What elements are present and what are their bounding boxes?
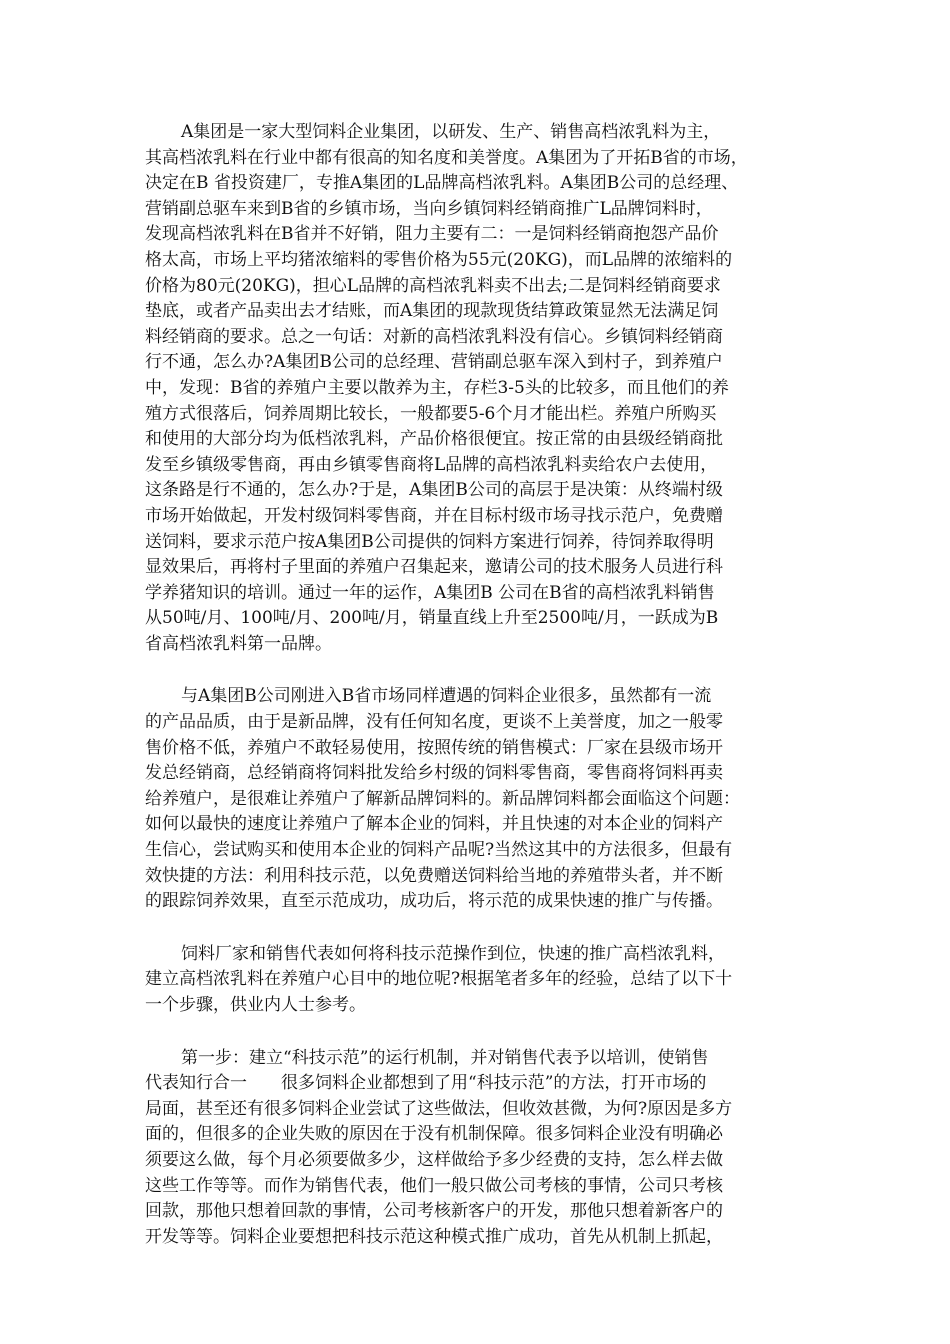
paragraph-line: 代表知行合一 很多饲料企业都想到了用“科技示范”的方法，打开市场的 [145, 1073, 707, 1094]
paragraph-line: 价格为80元(20KG)，担心L品牌的高档浓乳料卖不出去;二是饲料经销商要求 [145, 275, 721, 296]
paragraph-first-line: A集团是一家大型饲料企业集团，以研发、生产、销售高档浓乳料为主， [181, 122, 721, 142]
paragraph-line: 的跟踪饲养效果，直至示范成功，成功后，将示范的成果快速的推广与传播。 [145, 891, 723, 912]
paragraph-line: 开发等等。饲料企业要想把科技示范这种模式推广成功，首先从机制上抓起， [145, 1226, 723, 1247]
paragraph-line: 的产品品质，由于是新品牌，没有任何知名度，更谈不上美誉度，加之一般零 [145, 712, 723, 733]
paragraph-line: 发现高档浓乳料在B省并不好销，阻力主要有二：一是饲料经销商抱怨产品价 [145, 224, 719, 245]
paragraph [145, 1046, 825, 1251]
paragraph-first-line: 饲料厂家和销售代表如何将科技示范操作到位，快速的推广高档浓乳料， [181, 943, 725, 964]
paragraph-line: 如何以最快的速度让养殖户了解本企业的饲料，并且快速的对本企业的饲料产 [145, 814, 723, 835]
paragraph-first-line: 第一步：建立“科技示范”的运行机制，并对销售代表予以培训，使销售 [181, 1047, 709, 1068]
paragraph-line: 一个步骤，供业内人士参考。 [145, 995, 366, 1015]
paragraph-line: 料经销商的要求。总之一句话：对新的高档浓乳料没有信心。乡镇饲料经销商 [145, 326, 723, 347]
paragraph-line: 殖方式很落后，饲养周期比较长，一般都要5-6个月才能出栏。养殖户所购买 [145, 403, 717, 424]
paragraph-line: 给养殖户，是很难让养殖户了解新品牌饲料的。新品牌饲料都会面临这个问题： [145, 788, 740, 809]
paragraph [145, 684, 825, 914]
paragraph-line: 送饲料，要求示范户按A集团B公司提供的饲料方案进行饲养，待饲养取得明 [145, 531, 714, 552]
paragraph-line: 发至乡镇级零售商，再由乡镇零售商将L品牌的高档浓乳料卖给农户去使用， [145, 454, 718, 475]
paragraph-line: 建立高档浓乳料在养殖户心目中的地位呢?根据笔者多年的经验，总结了以下十 [145, 969, 733, 990]
paragraph-line: 垫底，或者产品卖出去才结账，而A集团的现款现货结算政策显然无法满足饲 [145, 301, 719, 322]
paragraph-line: 省高档浓乳料第一品牌。 [145, 633, 332, 654]
paragraph-line: 面的，但很多的企业失败的原因在于没有机制保障。很多饲料企业没有明确必 [145, 1124, 723, 1145]
paragraph-line: 营销副总驱车来到B省的乡镇市场，当向乡镇饲料经销商推广L品牌饲料时， [145, 198, 713, 219]
paragraph-line: 回款，那他只想着回款的事情，公司考核新客户的开发，那他只想着新客户的 [145, 1201, 723, 1222]
paragraph-first-line: 与A集团B公司刚进入B省市场同样遭遇的饲料企业很多，虽然都有一流 [181, 686, 712, 707]
paragraph-line: 学养猪知识的培训。通过一年的运作，A集团B 公司在B省的高档浓乳料销售 [145, 582, 715, 603]
paragraph-line: 局面，甚至还有很多饲料企业尝试了这些做法，但收效甚微，为何?原因是多方 [145, 1098, 733, 1119]
paragraph-line: 显效果后，再将村子里面的养殖户召集起来，邀请公司的技术服务人员进行科 [145, 557, 723, 578]
paragraph [145, 942, 825, 1019]
paragraph-line: 其高档浓乳料在行业中都有很高的知名度和美誉度。A集团为了开拓B省的市场， [145, 147, 748, 168]
paragraph-line: 行不通，怎么办?A集团B公司的总经理、营销副总驱车深入到村子，到养殖户 [145, 352, 723, 373]
paragraph-line: 这条路是行不通的，怎么办?于是，A集团B公司的高层于是决策：从终端村级 [145, 480, 723, 501]
paragraph-line: 从50吨/月、100吨/月、200吨/月，销量直线上升至2500吨/月，一跃成为B [145, 608, 719, 629]
paragraph [145, 120, 825, 657]
paragraph-line: 发总经销商，总经销商将饲料批发给乡村级的饲料零售商，零售商将饲料再卖 [145, 763, 723, 784]
paragraph-line: 和使用的大部分均为低档浓乳料，产品价格很便宜。按正常的由县级经销商批 [145, 429, 723, 450]
paragraph-line: 须要这么做，每个月必须要做多少，这样做给予多少经费的支持，怎么样去做 [145, 1149, 723, 1170]
paragraph-line: 这些工作等等。而作为销售代表，他们一般只做公司考核的事情，公司只考核 [145, 1175, 723, 1196]
document-body [145, 120, 825, 1277]
paragraph-line: 售价格不低，养殖户不敢轻易使用，按照传统的销售模式：厂家在县级市场开 [145, 737, 723, 758]
paragraph-line: 中，发现：B省的养殖户主要以散养为主，存栏3-5头的比较多，而且他们的养 [145, 377, 729, 398]
paragraph-line: 格太高，市场上平均猪浓缩料的零售价格为55元(20KG)，而L品牌的浓缩料的 [145, 249, 733, 270]
paragraph-line: 市场开始做起，开发村级饲料零售商，并在目标村级市场寻找示范户，免费赠 [145, 505, 723, 526]
paragraph-line: 效快捷的方法：利用科技示范，以免费赠送饲料给当地的养殖带头者，并不断 [145, 865, 723, 886]
paragraph-line: 决定在B 省投资建厂，专推A集团的L品牌高档浓乳料。A集团B公司的总经理、 [145, 173, 739, 194]
paragraph-line: 生信心，尝试购买和使用本企业的饲料产品呢?当然这其中的方法很多，但最有 [145, 840, 733, 861]
